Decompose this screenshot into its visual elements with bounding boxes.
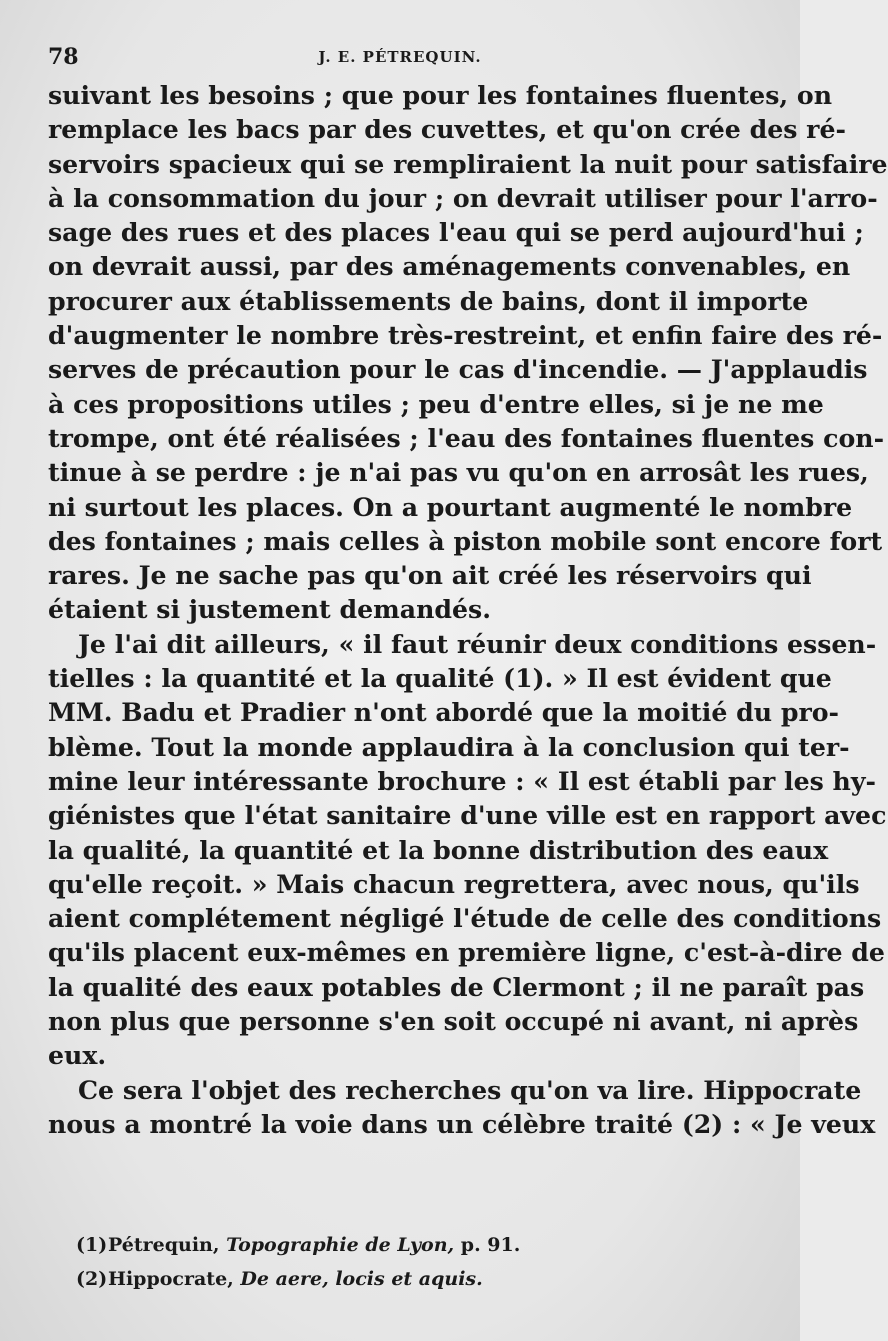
text-line: nous a montré la voie dans un célèbre traité (2) : « Je veux <box>48 1108 876 1139</box>
text-line: non plus que personne s'en soit occupé ni avant, ni après <box>48 1006 859 1037</box>
footnote-number: (2) <box>76 1268 108 1290</box>
text-line: à la consommation du jour ; on devrait utiliser pour l'arro- <box>48 182 878 213</box>
text-line: on devrait aussi, par des aménagements convenables, en <box>48 251 851 282</box>
text-line: procurer aux établissements de bains, dont il importe <box>48 285 809 316</box>
text-line: la qualité, la quantité et la bonne distribution des eaux <box>48 834 829 865</box>
text-line: aient complétement négligé l'étude de celle des conditions <box>48 903 882 934</box>
running-head: J. E. PÉTREQUIN. <box>318 48 482 66</box>
footnote-page-ref: p. 91. <box>460 1234 521 1256</box>
body-text <box>48 78 888 1141</box>
text-line: MM. Badu et Pradier n'ont abordé que la moitié du pro- <box>48 697 839 728</box>
text-line: étaient si justement demandés. <box>48 594 491 625</box>
text-line: eux. <box>48 1040 107 1071</box>
footnote <box>76 1228 756 1262</box>
footnotes <box>76 1228 756 1296</box>
text-line: trompe, ont été réalisées ; l'eau des fontaines fluentes con- <box>48 422 885 453</box>
page-header <box>48 44 752 74</box>
footnote-title: De aere, locis et aquis. <box>240 1268 483 1290</box>
text-line: à ces propositions utiles ; peu d'entre elles, si je ne me <box>48 388 824 419</box>
text-line: d'augmenter le nombre très-restreint, et enfin faire des ré- <box>48 320 883 351</box>
text-line: la qualité des eaux potables de Clermont ; il ne paraît pas <box>48 971 865 1002</box>
text-line: sage des rues et des places l'eau qui se perd aujourd'hui ; <box>48 217 864 248</box>
footnote-author: Pétrequin, <box>108 1234 220 1256</box>
text-line: mine leur intéressante brochure : « Il est établi par les hy- <box>48 765 876 796</box>
page-number: 78 <box>48 44 79 70</box>
text-line: servoirs spacieux qui se rempliraient la nuit pour satisfaire <box>48 148 888 179</box>
text-line: Je l'ai dit ailleurs, « il faut réunir deux conditions essen- <box>78 628 877 659</box>
text-line: tielles : la quantité et la qualité (1). » Il est évident que <box>48 663 832 694</box>
text-line: qu'ils placent eux-mêmes en première ligne, c'est-à-dire de <box>48 937 885 968</box>
footnote <box>76 1262 756 1296</box>
text-line: remplace les bacs par des cuvettes, et qu'on crée des ré- <box>48 114 846 145</box>
text-line: suivant les besoins ; que pour les fontaines fluentes, on <box>48 80 833 110</box>
footnote-title: Topographie de Lyon, <box>226 1234 455 1256</box>
text-line: qu'elle reçoit. » Mais chacun regrettera, avec nous, qu'ils <box>48 868 860 899</box>
text-line: blème. Tout la monde applaudira à la conclusion qui ter- <box>48 731 850 762</box>
footnote-author: Hippocrate, <box>108 1268 234 1290</box>
text-line: giénistes que l'état sanitaire d'une ville est en rapport avec <box>48 800 887 831</box>
text-line: Ce sera l'objet des recherches qu'on va lire. Hippocrate <box>78 1074 862 1105</box>
text-line: tinue à se perdre : je n'ai pas vu qu'on en arrosât les rues, <box>48 457 869 488</box>
text-line: rares. Je ne sache pas qu'on ait créé les réservoirs qui <box>48 560 812 591</box>
text-line: des fontaines ; mais celles à piston mobile sont encore fort <box>48 525 883 556</box>
text-line: serves de précaution pour le cas d'incendie. — J'applaudis <box>48 354 868 385</box>
text-line: ni surtout les places. On a pourtant augmenté le nombre <box>48 491 853 522</box>
footnote-number: (1) <box>76 1234 108 1256</box>
